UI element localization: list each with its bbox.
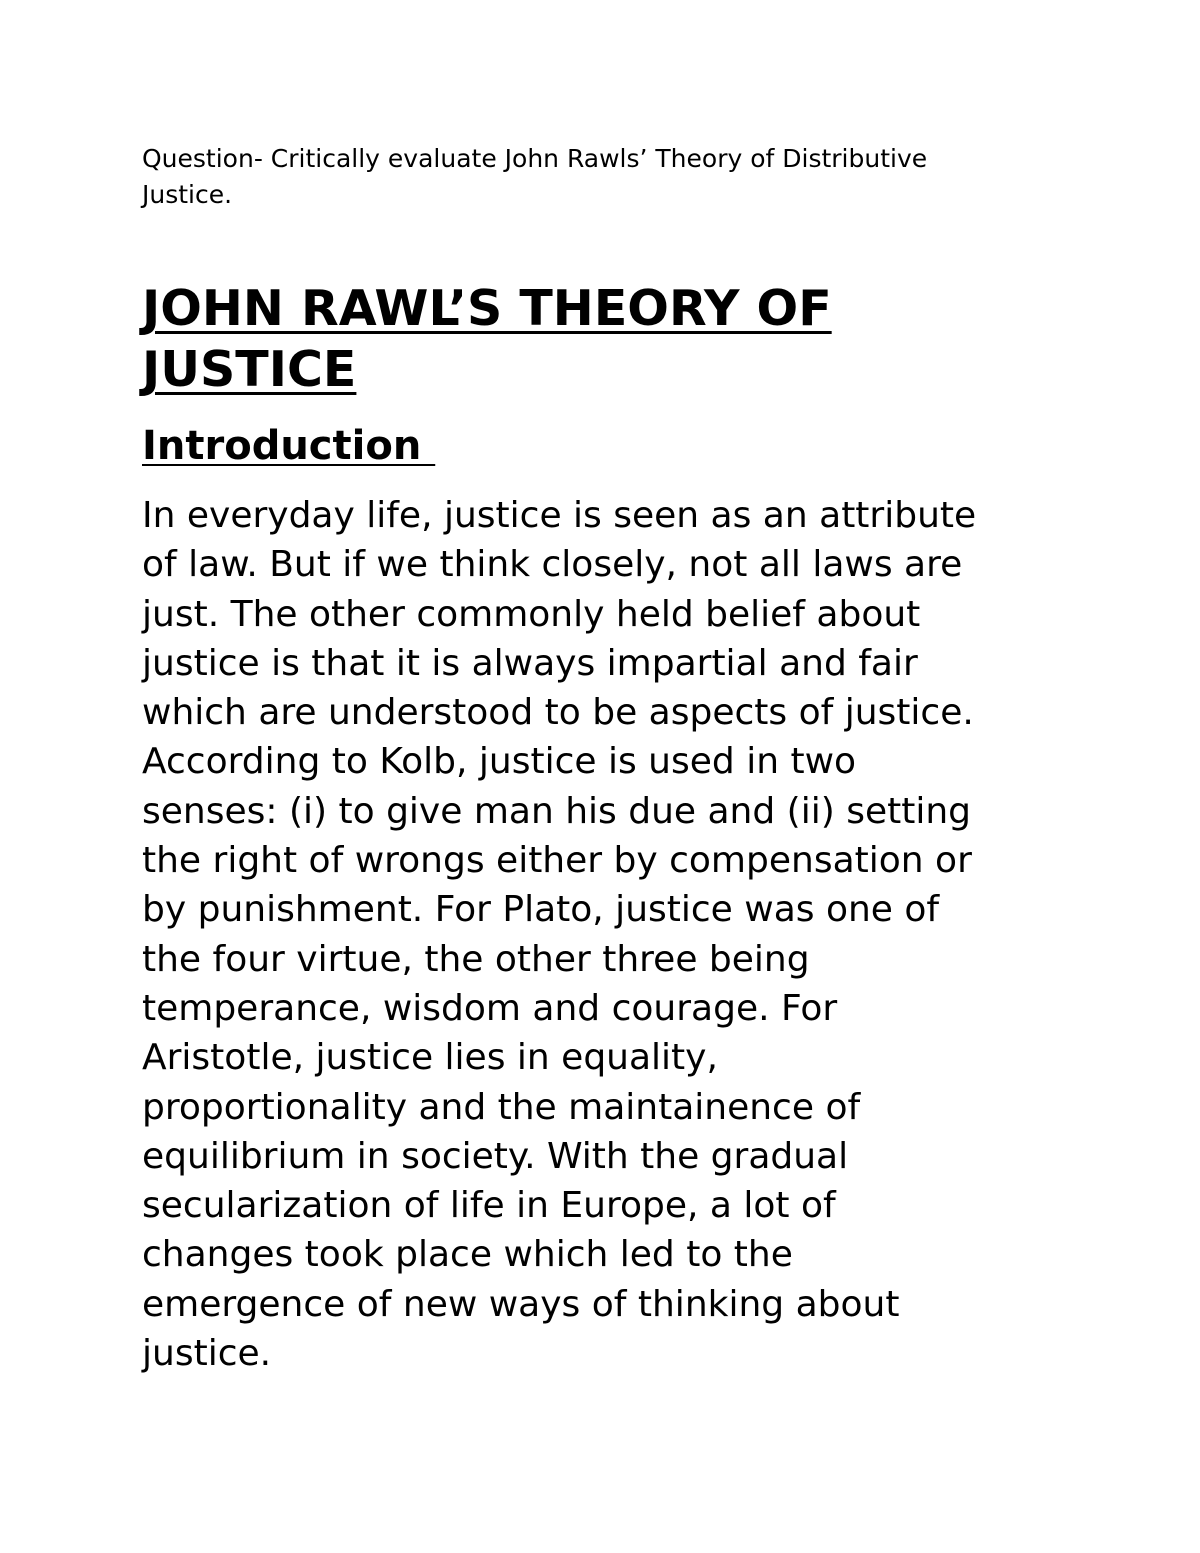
document-title: JOHN RAWL’S THEORY OF JUSTICE	[142, 280, 832, 398]
introduction-paragraph: In everyday life, justice is seen as an attribute of law. But if we think closely, not all laws are just. The other commonly held belief about justice is that it is always impartial and fair which are understood to be aspects of justice. According to Kolb, justice is used in two senses: (i) to give man his due and (ii) setting the right of wrongs either by compensation or by punishment. For Plato, justice was one of the four virtue, the other three being temperance, wisdom and courage. For Aristotle, justice lies in equality, proportionality and the maintainence of equilibrium in society. With the gradual secularization of life in Europe, a lot of changes took place which led to the emergence of new ways of thinking about justice.	[142, 495, 977, 1375]
section-heading-introduction: Introduction	[142, 423, 436, 469]
question-text: Question- Critically evaluate John Rawls’ Theory of Distributive Justice.	[142, 144, 928, 209]
